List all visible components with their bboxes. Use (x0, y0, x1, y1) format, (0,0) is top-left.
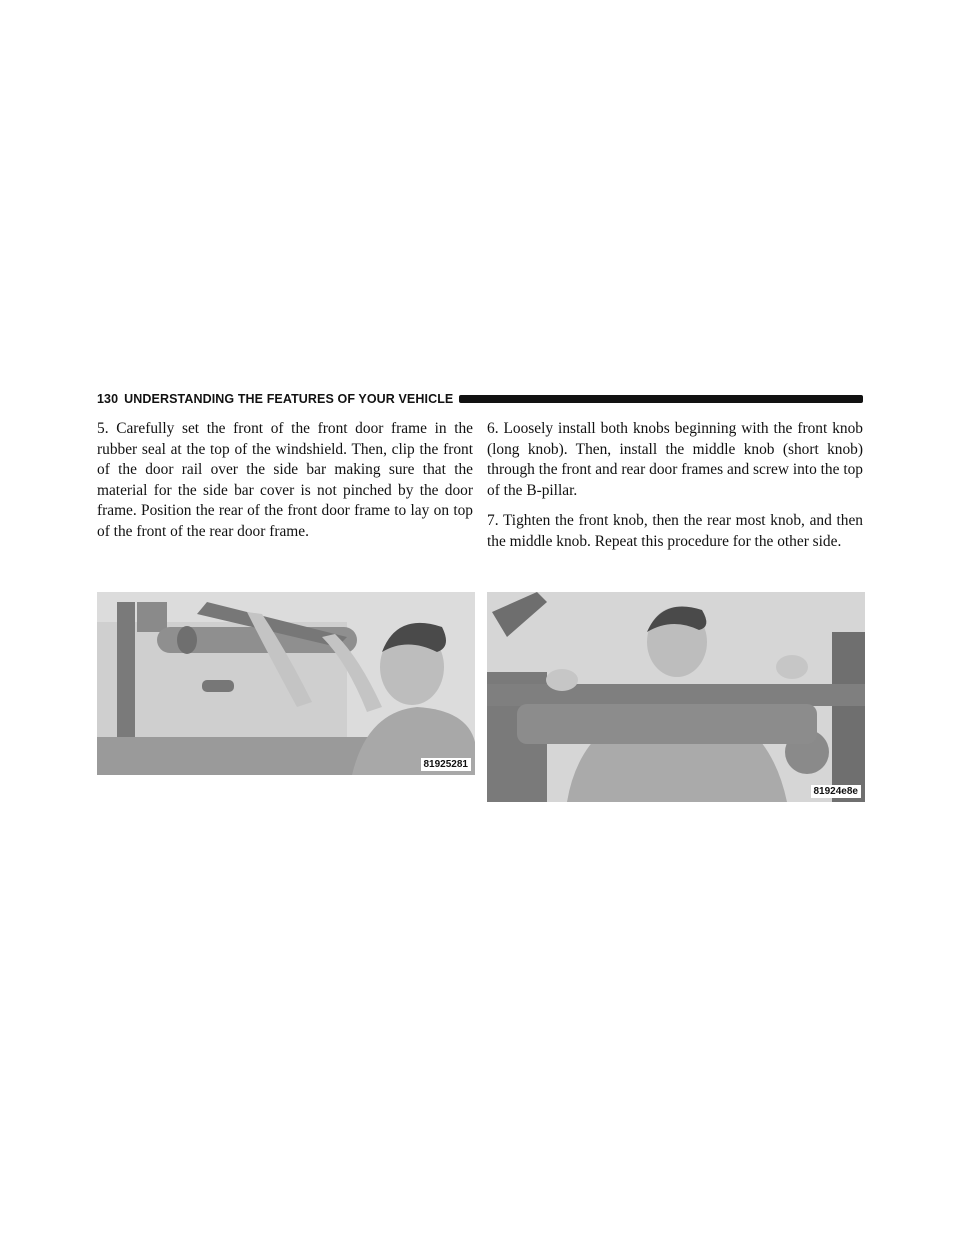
step-6-text: 6. Loosely install both knobs beginning with the front knob (long knob). Then, install the middle knob (short knob) through the front and rear door frames and screw into the top of the B-pillar. (487, 420, 863, 499)
page-header (97, 391, 863, 407)
knob-install-illustration (487, 592, 865, 802)
left-column (97, 419, 473, 552)
figure-door-frame-install (97, 592, 475, 775)
right-column (487, 419, 863, 562)
header-rule (459, 395, 863, 403)
section-title: UNDERSTANDING THE FEATURES OF YOUR VEHICLE (124, 392, 454, 406)
page-number: 130 (97, 392, 119, 406)
figure-knob-install (487, 592, 865, 802)
step-5-text: 5. Carefully set the front of the front door frame in the rubber seal at the top of the windshield. Then, clip the front of the door rail over the side bar making sure that the material for the side bar cover is not pinched by the door frame. Position the rear of the front door frame to lay on top of the front of the rear door frame. (97, 420, 473, 540)
door-frame-illustration (97, 592, 475, 775)
figure-id-2: 81924e8e (811, 785, 862, 798)
figure-id-1: 81925281 (421, 758, 472, 771)
step-7-text: 7. Tighten the front knob, then the rear most knob, and then the middle knob. Repeat this procedure for the other side. (487, 512, 863, 550)
